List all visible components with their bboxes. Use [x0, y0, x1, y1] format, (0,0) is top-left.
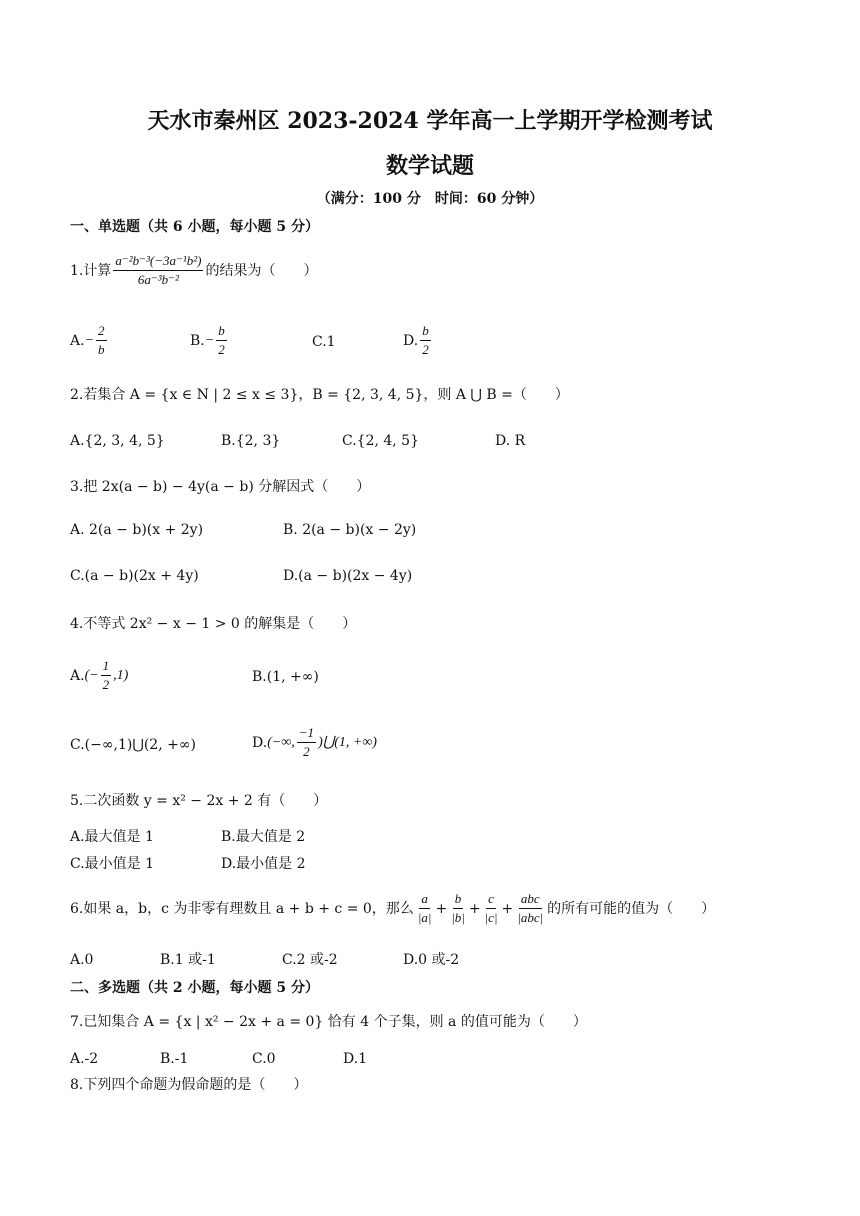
fraction-numerator: −1	[297, 724, 316, 743]
fraction-denominator: b	[98, 342, 105, 357]
option-suffix: )⋃(1, +∞)	[318, 734, 377, 750]
question-1	[70, 252, 317, 289]
question-1-option-b	[190, 322, 229, 359]
fraction-numerator: 1	[101, 657, 112, 676]
fraction-denominator: 2	[218, 342, 225, 357]
fraction-denominator: |b|	[451, 910, 465, 925]
question-5-option-b: B.最大值是 2	[221, 829, 306, 845]
question-1-numerator: a⁻²b⁻³(−3a⁻¹b²)	[113, 252, 203, 271]
option-prefix: (−∞,	[267, 734, 295, 750]
fraction-numerator: b	[420, 322, 431, 341]
option-sign: −	[84, 332, 95, 348]
exam-title: 天水市秦州区 2023-2024 学年高一上学期开学检测考试	[147, 108, 713, 134]
fraction-denominator: 2	[303, 744, 310, 759]
fraction-numerator: b	[453, 890, 464, 909]
question-5-option-d: D.最小值是 2	[221, 856, 306, 872]
fraction-denominator: 2	[102, 677, 110, 692]
exam-info: （满分：100 分 时间：60 分钟）	[316, 191, 544, 207]
question-2: 2.若集合 A = {x ∈ N | 2 ≤ x ≤ 3}，B = {2, 3, 4, 5}，则 A ⋃ B =（ ）	[70, 387, 569, 403]
section-heading-multi-choice: 二、多选题（共 2 小题，每小题 5 分）	[70, 980, 319, 996]
question-1-option-c	[312, 330, 336, 354]
question-6-prefix: 6.如果 a，b，c 为非零有理数且 a + b + c = 0，那么	[70, 900, 414, 917]
question-4: 4.不等式 2x² − x − 1 > 0 的解集是（ ）	[70, 616, 357, 632]
question-4-option-a	[70, 657, 128, 694]
question-6-fraction-b	[449, 890, 467, 927]
question-8: 8.下列四个命题为假命题的是（ ）	[70, 1077, 308, 1093]
plus-sign: +	[501, 900, 514, 917]
question-7-option-d: D.1	[343, 1051, 368, 1067]
question-6-option-c: C.2 或-2	[282, 952, 338, 968]
question-4-option-d	[252, 724, 377, 761]
question-1-denominator: 6a⁻³b⁻²	[137, 272, 179, 287]
plus-sign: +	[435, 900, 448, 917]
question-7-option-c: C.0	[252, 1051, 276, 1067]
question-1-option-d	[403, 322, 433, 359]
question-2-option-b: B.{2, 3}	[221, 433, 281, 449]
fraction-denominator: |a|	[417, 910, 432, 925]
option-suffix: ,1)	[113, 667, 129, 683]
plus-sign: +	[468, 900, 481, 917]
question-6-suffix: 的所有可能的值为（ ）	[547, 900, 716, 917]
question-3: 3.把 2x(a − b) − 4y(a − b) 分解因式（ ）	[70, 479, 371, 495]
fraction-denominator: |c|	[484, 910, 498, 925]
question-7-option-b: B.-1	[160, 1051, 189, 1067]
question-6-fraction-a	[416, 890, 434, 927]
question-3-option-c: C.(a − b)(2x + 4y)	[70, 568, 199, 584]
question-6-option-a: A.0	[70, 952, 94, 968]
option-label: A.	[70, 332, 85, 349]
option-sign: −	[204, 332, 215, 348]
fraction-numerator: c	[486, 890, 496, 909]
option-label: C.	[312, 334, 327, 350]
question-1-prefix: 1.计算	[70, 262, 112, 279]
question-5: 5.二次函数 y = x² − 2x + 2 有（ ）	[70, 793, 328, 809]
question-6-option-d: D.0 或-2	[403, 952, 460, 968]
option-prefix: (−	[84, 667, 99, 683]
question-6-fraction-c	[483, 890, 500, 927]
option-label: A.	[70, 667, 85, 684]
exam-subject: 数学试题	[385, 153, 474, 179]
option-fraction	[101, 657, 112, 694]
question-6-option-b: B.1 或-1	[160, 952, 216, 968]
fraction-numerator: a	[419, 890, 430, 909]
question-7-option-a: A.-2	[70, 1051, 99, 1067]
section-heading-single-choice: 一、单选题（共 6 小题，每小题 5 分）	[70, 219, 319, 235]
question-4-option-b: B.(1, +∞)	[252, 669, 319, 685]
fraction-denominator: 2	[422, 342, 429, 357]
question-7: 7.已知集合 A = {x | x² − 2x + a = 0} 恰有 4 个子集，则 a 的值可能为（ ）	[70, 1014, 587, 1030]
question-1-fraction	[113, 252, 203, 289]
option-fraction	[420, 322, 431, 359]
option-fraction	[297, 724, 316, 761]
question-6	[70, 890, 715, 927]
question-3-option-b: B. 2(a − b)(x − 2y)	[283, 522, 417, 538]
option-fraction	[216, 322, 227, 359]
question-6-fraction-abc	[515, 890, 545, 927]
question-5-option-a: A.最大值是 1	[70, 829, 154, 845]
question-3-option-d: D.(a − b)(2x − 4y)	[283, 568, 413, 584]
question-2-option-a: A.{2, 3, 4, 5}	[70, 433, 165, 449]
option-fraction	[96, 322, 107, 359]
option-text: 1	[326, 334, 336, 350]
question-2-option-d: D. R	[495, 433, 526, 449]
question-1-suffix: 的结果为（ ）	[205, 262, 318, 279]
option-label: D.	[252, 734, 268, 751]
fraction-numerator: b	[216, 322, 227, 341]
question-4-option-c: C.(−∞,1)⋃(2, +∞)	[70, 737, 196, 753]
fraction-numerator: 2	[96, 322, 107, 341]
question-3-option-a: A. 2(a − b)(x + 2y)	[70, 522, 204, 538]
option-label: D.	[403, 332, 419, 349]
question-1-option-a	[70, 322, 109, 359]
question-2-option-c: C.{2, 4, 5}	[342, 433, 419, 449]
option-label: B.	[190, 332, 205, 349]
question-5-option-c: C.最小值是 1	[70, 856, 155, 872]
fraction-denominator: |abc|	[517, 910, 544, 925]
fraction-numerator: abc	[519, 890, 542, 909]
